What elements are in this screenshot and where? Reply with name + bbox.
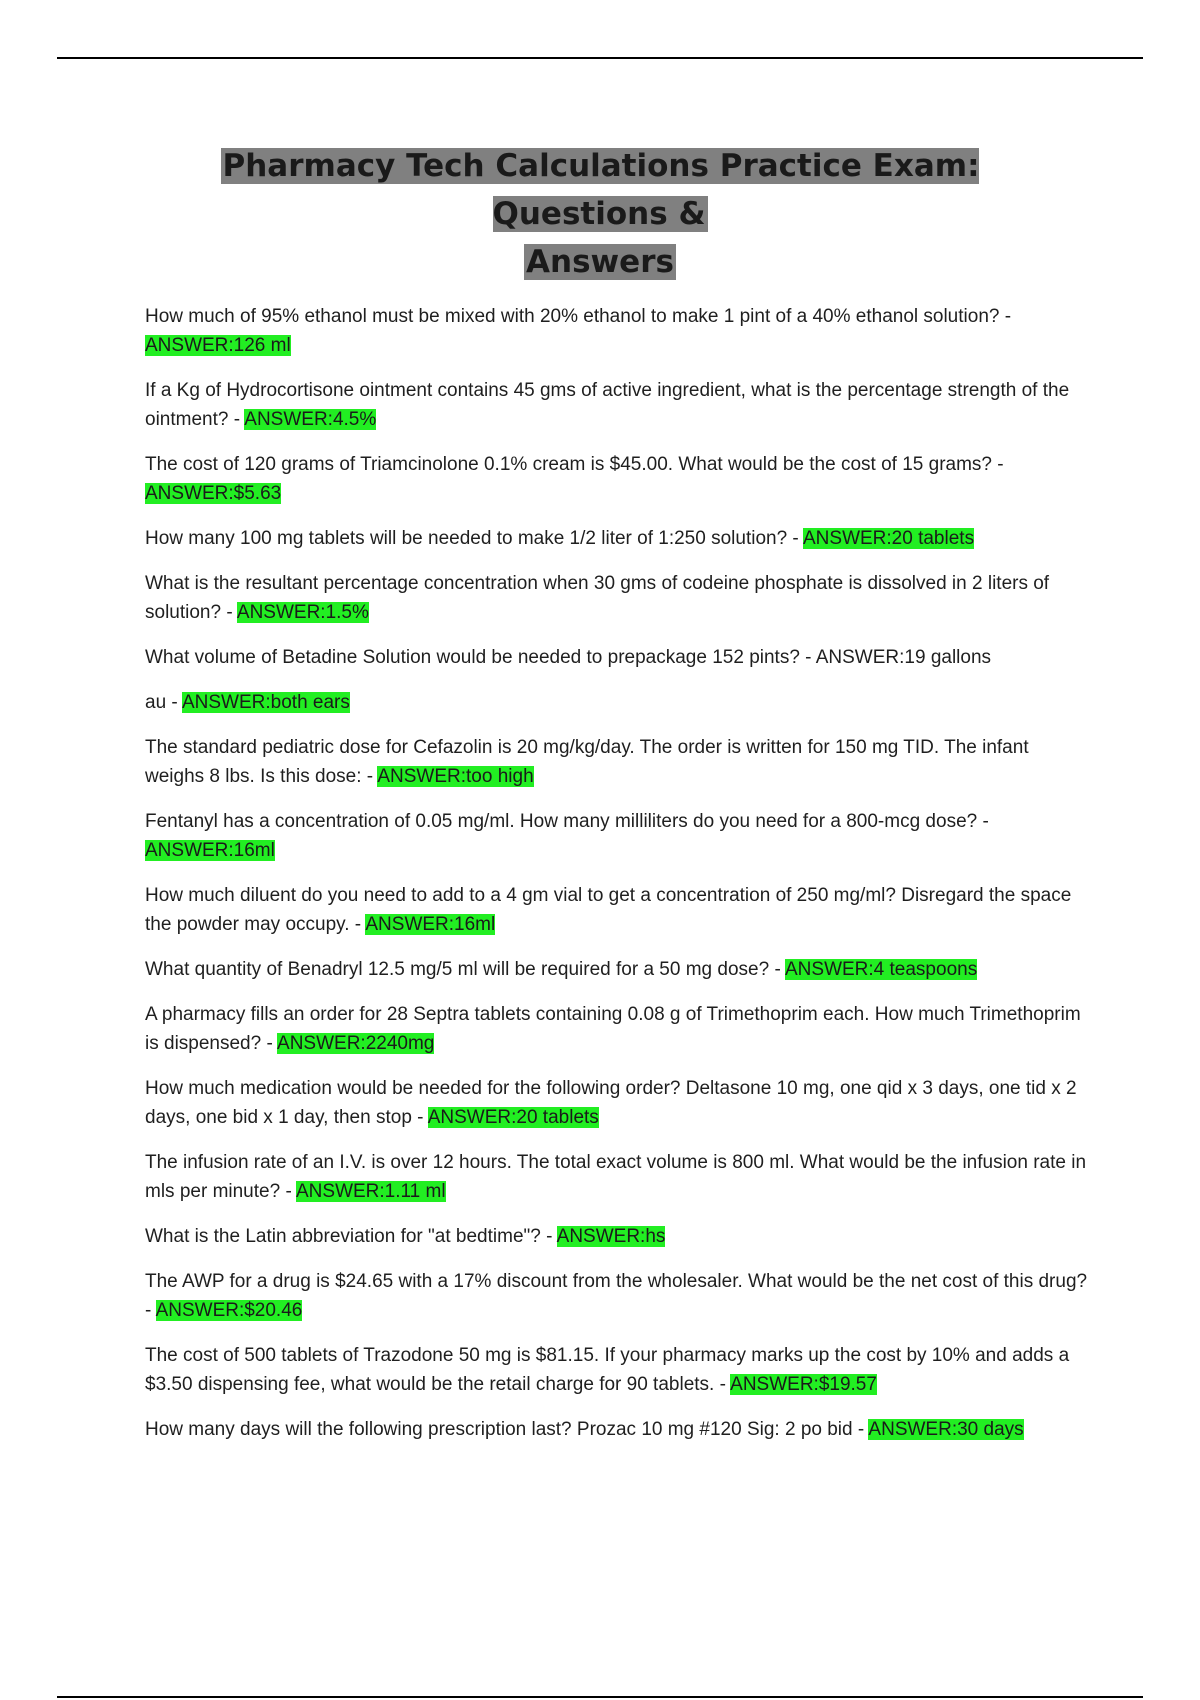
question-text: A pharmacy fills an order for 28 Septra tablets containing 0.08 g of Trimethoprim each. How much Trimethoprim is dispensed? -: [145, 1004, 1081, 1054]
answer-text: ANSWER:4 teaspoons: [785, 959, 978, 980]
answer-text: ANSWER:4.5%: [244, 409, 377, 430]
qa-item: [145, 376, 1090, 434]
answer-text: ANSWER:hs: [556, 1226, 666, 1247]
answer-text: ANSWER:30 days: [868, 1419, 1024, 1440]
qa-item: [145, 688, 1090, 717]
qa-item: [145, 302, 1090, 360]
qa-item: [145, 1148, 1090, 1206]
qa-item: [145, 1222, 1090, 1251]
answer-text: ANSWER:both ears: [181, 692, 350, 713]
answer-text: ANSWER:20 tablets: [427, 1107, 599, 1128]
qa-item: [145, 733, 1090, 791]
answer-text: ANSWER:$19.57: [730, 1374, 877, 1395]
question-text: What is the resultant percentage concentration when 30 gms of codeine phosphate is dissolved in 2 liters of solution? -: [145, 573, 1050, 623]
answer-text: ANSWER:too high: [377, 766, 534, 787]
qa-item: [145, 1415, 1090, 1444]
answer-text: ANSWER:16ml: [145, 840, 275, 861]
qa-item: [145, 807, 1090, 865]
answer-text: ANSWER:$20.46: [155, 1300, 303, 1321]
qa-item: [145, 1267, 1090, 1325]
answer-text: ANSWER:1.5%: [236, 602, 369, 623]
answer-text: ANSWER:$5.63: [145, 483, 282, 504]
question-text: The infusion rate of an I.V. is over 12 hours. The total exact volume is 800 ml. What would be the infusion rate in mls per minute? -: [145, 1152, 1087, 1202]
footer-rule: [57, 1696, 1143, 1698]
title-line-2: Answers: [526, 244, 674, 280]
qa-item: [145, 1341, 1090, 1399]
question-text: Fentanyl has a concentration of 0.05 mg/ml. How many milliliters do you need for a 800-mcg dose? -: [145, 811, 989, 832]
question-text: How many days will the following prescription last? Prozac 10 mg #120 Sig: 2 po bid -: [145, 1419, 869, 1440]
question-text: au -: [145, 692, 182, 713]
question-answer-list: [145, 302, 1090, 1460]
question-text: How much diluent do you need to add to a 4 gm vial to get a concentration of 250 mg/ml? Disregard the space the powder may occupy. -: [145, 885, 1072, 935]
question-text: How much medication would be needed for the following order? Deltasone 10 mg, one qid x 3 days, one tid x 2 days, one bid x 1 day, then stop -: [145, 1078, 1077, 1128]
answer-text: ANSWER:126 ml: [145, 335, 291, 356]
title-line-1: Pharmacy Tech Calculations Practice Exam: Questions &: [222, 148, 980, 232]
question-text: How many 100 mg tablets will be needed to make 1/2 liter of 1:250 solution? -: [145, 528, 803, 549]
answer-text: ANSWER:2240mg: [277, 1033, 435, 1054]
answer-text: ANSWER:1.11 ml: [296, 1181, 446, 1202]
question-text: The cost of 500 tablets of Trazodone 50 mg is $81.15. If your pharmacy marks up the cost by 10% and adds a $3.50 dispensing fee, what would be the retail charge for 90 tablets. -: [145, 1345, 1070, 1395]
qa-item: [145, 1074, 1090, 1132]
answer-text: ANSWER:16ml: [365, 914, 496, 935]
qa-item: [145, 881, 1090, 939]
qa-item: [145, 450, 1090, 508]
qa-item: [145, 1000, 1090, 1058]
header-rule: [57, 57, 1143, 59]
question-text: If a Kg of Hydrocortisone ointment contains 45 gms of active ingredient, what is the percentage strength of the ointment? -: [145, 380, 1070, 430]
question-text: How much of 95% ethanol must be mixed with 20% ethanol to make 1 pint of a 40% ethanol solution? -: [145, 306, 1012, 327]
question-text: What is the Latin abbreviation for "at bedtime"? -: [145, 1226, 557, 1247]
question-text: What volume of Betadine Solution would be needed to prepackage 152 pints? - ANSWER:19 gallons: [145, 647, 992, 668]
answer-text: ANSWER:20 tablets: [803, 528, 975, 549]
question-text: The AWP for a drug is $24.65 with a 17% discount from the wholesaler. What would be the net cost of this drug? -: [145, 1271, 1088, 1321]
question-text: The cost of 120 grams of Triamcinolone 0.1% cream is $45.00. What would be the cost of 15 grams? -: [145, 454, 1004, 475]
qa-item: [145, 524, 1090, 553]
question-text: The standard pediatric dose for Cefazolin is 20 mg/kg/day. The order is written for 150 mg TID. The infant weighs 8 lbs. Is this dose: -: [145, 737, 1029, 787]
question-text: What quantity of Benadryl 12.5 mg/5 ml will be required for a 50 mg dose? -: [145, 959, 785, 980]
document-title: [145, 142, 1055, 286]
qa-item: [145, 955, 1090, 984]
qa-item: [145, 569, 1090, 627]
qa-item: [145, 643, 1090, 672]
